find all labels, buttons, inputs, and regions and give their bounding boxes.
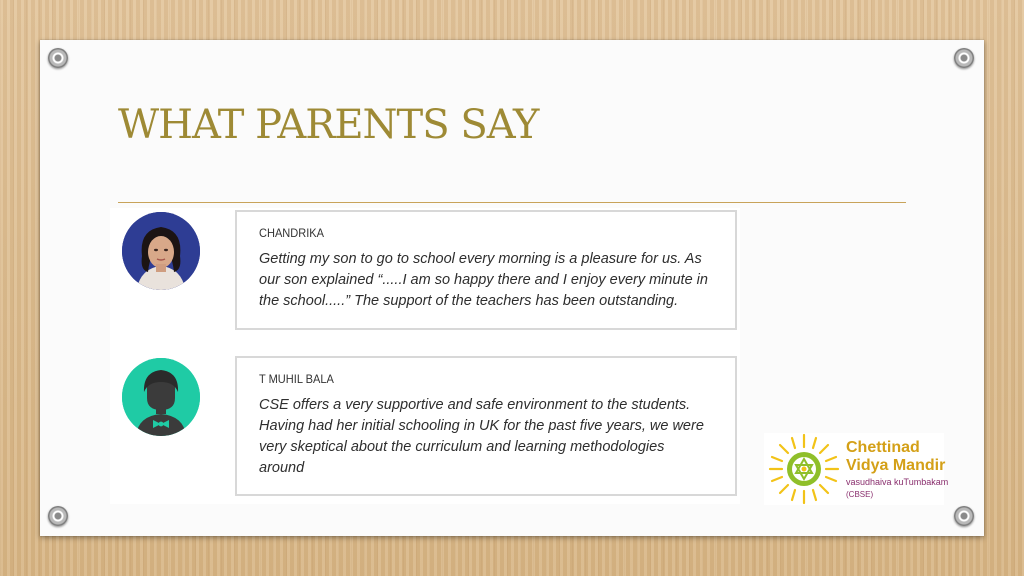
- sun-emblem-icon: [766, 433, 842, 505]
- user-silhouette-icon: [122, 358, 200, 436]
- logo-name-line1: Chettinad: [846, 439, 920, 456]
- pushpin-icon: [954, 506, 974, 526]
- title-divider: [118, 202, 906, 203]
- testimonials-panel: [110, 208, 740, 504]
- testimonial-quote: Getting my son to go to school every morning is a pleasure for us. As our son explained “.....I am so happy there and I enjoy every minute in the school.....” The support of the teachers has been outstanding.: [259, 251, 708, 309]
- slide-card: [40, 40, 984, 536]
- slide-title: WHAT PARENTS SAY: [118, 102, 539, 148]
- school-logo: [764, 433, 949, 505]
- testimonial-quote: CSE offers a very supportive and safe environment to the students. Having had her initial schooling in UK for the past five years, we were very skeptical about the curriculum and learning methodologies around: [259, 397, 704, 476]
- testimonial-card: [235, 356, 737, 496]
- user-silhouette-avatar: [122, 358, 200, 436]
- pushpin-icon: [48, 48, 68, 68]
- pushpin-icon: [48, 506, 68, 526]
- testimonial-card: [235, 210, 737, 330]
- logo-tagline: vasudhaiva kuTumbakam: [846, 477, 949, 487]
- parent-name: T MUHIL BALA: [259, 372, 334, 386]
- logo-name-line2: Vidya Mandir: [846, 457, 946, 474]
- logo-board: (CBSE): [846, 490, 874, 499]
- pushpin-icon: [954, 48, 974, 68]
- parent-photo-icon: [122, 212, 200, 290]
- parent-name: CHANDRIKA: [259, 226, 325, 240]
- parent-photo-avatar: [122, 212, 200, 290]
